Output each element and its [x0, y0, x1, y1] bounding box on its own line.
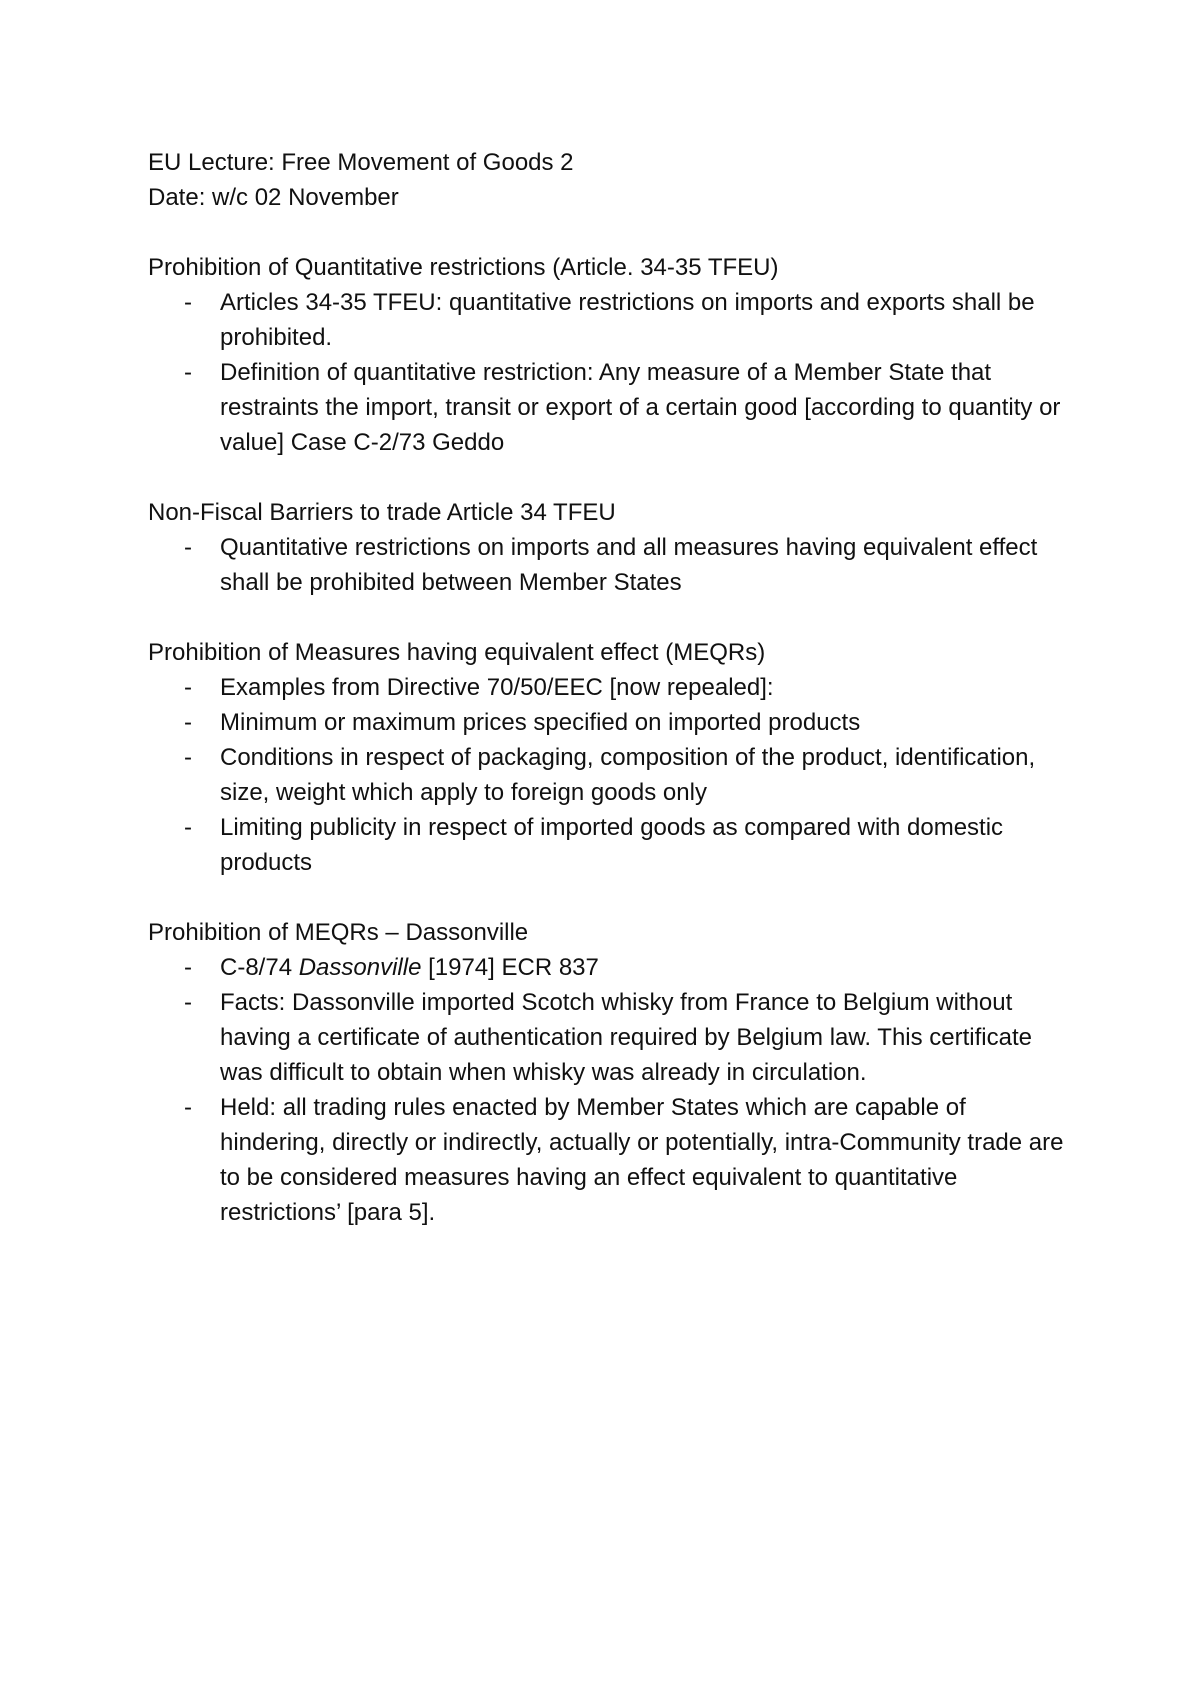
case-name: Dassonville	[298, 954, 422, 981]
bullet-list-non-fiscal-barriers	[148, 530, 1068, 600]
list-item-case-citation	[148, 950, 1068, 985]
spacer	[148, 215, 1068, 250]
document-page	[148, 145, 1068, 1230]
list-item: - Limiting publicity in respect of imported goods as compared with domestic products	[148, 810, 1068, 880]
list-item: - Held: all trading rules enacted by Member States which are capable of hindering, directly or indirectly, actually or potentially, intra-Community trade are to be considered measures having an effect equivalent to quantitative restrictions’ [para 5].	[148, 1090, 1068, 1230]
bullet-list-dassonville	[148, 950, 1068, 1230]
list-item: - Quantitative restrictions on imports and all measures having equivalent effect shall be prohibited between Member States	[148, 530, 1068, 600]
case-prefix: C-8/74	[220, 954, 299, 981]
section-heading-quantitative-restrictions: Prohibition of Quantitative restrictions (Article. 34-35 TFEU)	[148, 254, 779, 281]
list-item: - Minimum or maximum prices specified on imported products	[148, 705, 1068, 740]
spacer	[148, 460, 1068, 495]
list-item: - Definition of quantitative restriction: Any measure of a Member State that restraints the import, transit or export of a certain good [according to quantity or value] Case C-2/73 Geddo	[148, 355, 1068, 460]
list-item: - Conditions in respect of packaging, composition of the product, identification, size, weight which apply to foreign goods only	[148, 740, 1068, 810]
spacer	[148, 880, 1068, 915]
document-date: Date: w/c 02 November	[148, 184, 399, 211]
bullet-list-meqrs	[148, 670, 1068, 880]
case-suffix: [1974] ECR 837	[421, 954, 599, 981]
section-heading-non-fiscal-barriers: Non-Fiscal Barriers to trade Article 34 TFEU	[148, 499, 616, 526]
list-item: - Articles 34-35 TFEU: quantitative restrictions on imports and exports shall be prohibited.	[148, 285, 1068, 355]
bullet-list-quantitative-restrictions	[148, 285, 1068, 460]
spacer	[148, 600, 1068, 635]
section-heading-dassonville: Prohibition of MEQRs – Dassonville	[148, 919, 529, 946]
document-title: EU Lecture: Free Movement of Goods 2	[148, 149, 574, 176]
list-item: - Examples from Directive 70/50/EEC [now repealed]:	[148, 670, 1068, 705]
list-item: - Facts: Dassonville imported Scotch whisky from France to Belgium without having a certificate of authentication required by Belgium law. This certificate was difficult to obtain when whisky was already in circulation.	[148, 985, 1068, 1090]
section-heading-meqrs: Prohibition of Measures having equivalent effect (MEQRs)	[148, 639, 766, 666]
